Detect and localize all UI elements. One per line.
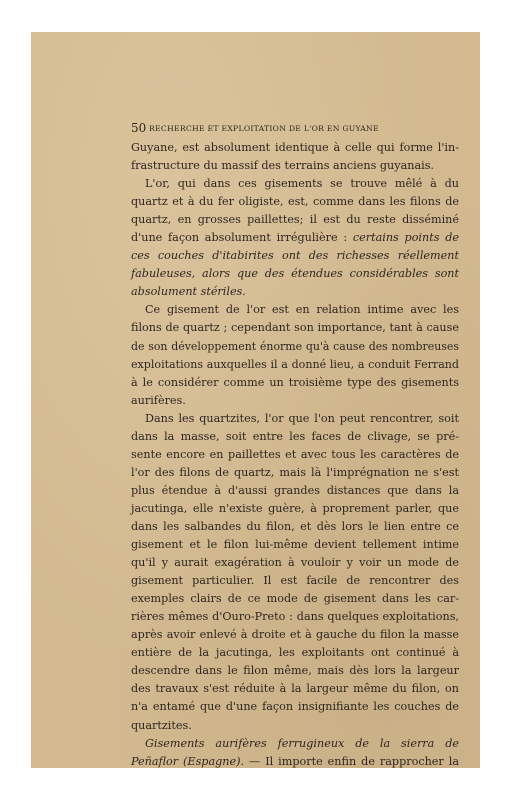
text-run: Ce gisement de l'or est en relation intime avec les [145, 303, 459, 317]
text-line [131, 608, 459, 626]
text-line [131, 157, 459, 175]
text-line [131, 319, 459, 337]
text-line [131, 464, 459, 482]
text-line [131, 590, 459, 608]
text-run: Dans les quartzites, l'or que l'on peut rencontrer, soit [145, 411, 459, 425]
text-run: plus étendue à d'aussi grandes distances que dans la [131, 483, 459, 497]
text-run: quartz et à du fer oligiste, est, comme dans les filons de [131, 195, 459, 209]
text-line [131, 283, 459, 301]
text-run: dans les salbandes du filon, et dès lors le lien entre ce [131, 519, 459, 533]
italic-run: certains points de [352, 231, 459, 245]
italic-run: absolument stériles. [131, 285, 246, 299]
running-header [131, 120, 461, 136]
text-run: après avoir enlevé à droite et à gauche du filon la masse [131, 628, 459, 642]
text-run: de son développement énorme qu'à cause des nombreuses [131, 339, 459, 353]
text-run: exemples clairs de ce mode de gisement dans les car- [131, 592, 459, 606]
page-number: 50 [131, 121, 147, 135]
text-line [131, 626, 459, 644]
text-line [131, 428, 459, 446]
text-line [131, 211, 459, 229]
text-run: Guyane, est absolument identique à celle qui forme l'in- [131, 141, 459, 154]
text-run: gisement et le filon lui-même devient tellement intime [131, 538, 459, 552]
text-line [131, 410, 459, 428]
text-run: l'or des filons de quartz, mais là l'imprégnation ne s'est [131, 465, 459, 479]
text-line [131, 698, 459, 716]
text-run: . — Il importe enfin de rapprocher la [240, 754, 459, 768]
body-text [131, 139, 459, 771]
text-line [131, 338, 459, 356]
text-line [131, 392, 459, 410]
text-run: sente encore en paillettes et avec tous les caractères de [131, 447, 459, 461]
text-run: d'une façon absolument irrégulière : [131, 231, 353, 245]
text-run: dans la masse, soit entre les faces de clivage, se pré- [131, 429, 459, 443]
text-line [131, 554, 459, 572]
text-run: gisement particulier. Il est facile de rencontrer des [131, 574, 459, 588]
text-line [131, 247, 459, 265]
text-run: exploitations auxquelles il a donné lieu, a conduit Ferrand [131, 357, 459, 371]
text-run: descendre dans le filon même, mais dès lors la largeur [131, 664, 459, 678]
text-line [131, 735, 459, 753]
text-line [131, 193, 459, 211]
italic-run: ces couches d'itabirites ont des richesses réellement [131, 249, 459, 263]
book-page [31, 32, 480, 768]
text-run: filons de quartz ; cependant son importance, tant à cause [131, 321, 459, 335]
text-run: L'or, qui dans ces gisements se trouve mêlé à du [145, 177, 459, 191]
text-line [131, 175, 459, 193]
text-line [131, 229, 459, 247]
text-run: aurifères. [131, 393, 186, 407]
text-run: qu'il y aurait exagération à vouloir y voir un mode de [131, 556, 459, 570]
text-line [131, 265, 459, 283]
italic-run: Gisements aurifères ferrugineux de la sierra de [145, 736, 459, 750]
text-line [131, 717, 459, 735]
italic-run: Peñaflor (Espagne) [131, 754, 241, 768]
text-run: des travaux s'est réduite à la largeur même du filon, on [131, 682, 459, 696]
text-run: à le considérer comme un troisième type des gisements [131, 375, 459, 389]
text-line [131, 680, 459, 698]
text-line [131, 482, 459, 500]
text-line [131, 139, 459, 157]
text-line [131, 644, 459, 662]
text-run: rières mêmes d'Ouro-Preto : dans quelques exploitations, [131, 610, 459, 624]
text-line [131, 753, 459, 771]
text-run: jacutinga, elle n'existe guère, à proprement parler, que [131, 501, 459, 515]
text-line [131, 572, 459, 590]
text-line [131, 356, 459, 374]
text-run: frastructure du massif des terrains anciens guyanais. [131, 159, 434, 173]
text-run: quartz, en grosses paillettes; il est du reste disséminé [131, 213, 459, 227]
text-line [131, 500, 459, 518]
text-run: n'a entamé que d'une façon insignifiante les couches de [131, 700, 459, 714]
text-run: entière de la jacutinga, les exploitants ont continué à [131, 646, 459, 660]
running-title: RECHERCHE ET EXPLOITATION DE L'OR EN GUYANE [149, 124, 379, 133]
text-line [131, 301, 459, 319]
text-line [131, 374, 459, 392]
text-line [131, 446, 459, 464]
text-line [131, 662, 459, 680]
text-line [131, 518, 459, 536]
italic-run: fabuleuses, alors que des étendues considérables sont [131, 267, 459, 281]
text-line [131, 536, 459, 554]
text-run: quartzites. [131, 718, 192, 732]
